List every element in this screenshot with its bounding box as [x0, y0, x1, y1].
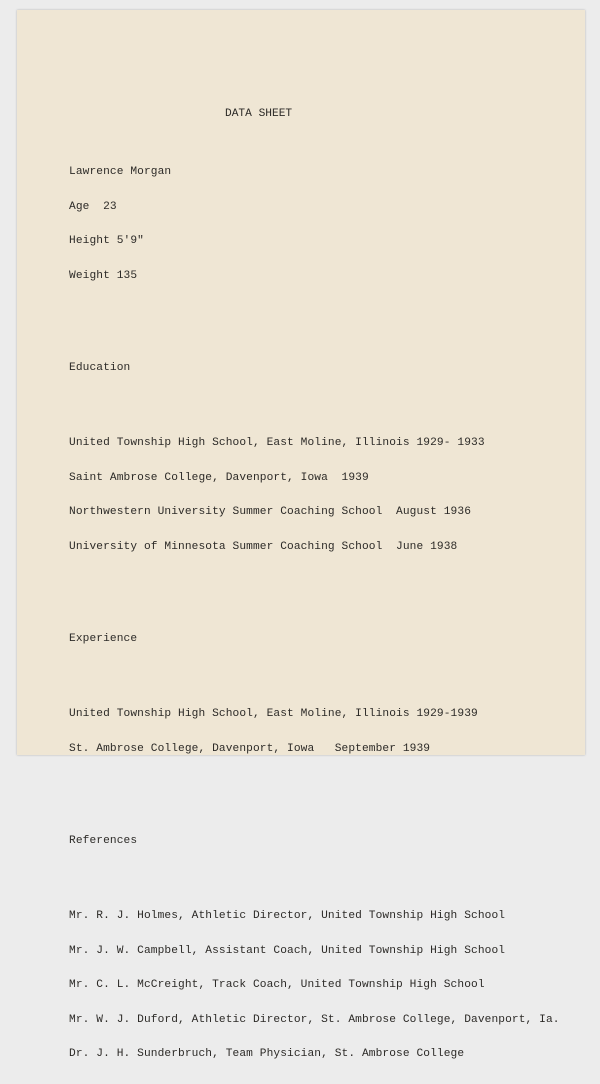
- experience-item: St. Ambrose College, Davenport, Iowa September 1939: [69, 742, 431, 755]
- experience-heading: Experience: [69, 632, 138, 645]
- reference-item: Mr. C. L. McCreight, Track Coach, United Township High School: [69, 979, 485, 991]
- age-line: Age 23: [69, 200, 117, 213]
- spacer: [69, 588, 560, 611]
- document-body: [69, 144, 560, 1084]
- education-item: United Township High School, East Moline, Illinois 1929- 1933: [69, 437, 485, 449]
- spacer: [69, 317, 560, 340]
- spacer: [69, 668, 560, 686]
- education-item: Saint Ambrose College, Davenport, Iowa 1939: [69, 471, 369, 484]
- education-item: Northwestern University Summer Coaching School August 1936: [69, 506, 472, 518]
- paper-sheet: [17, 10, 585, 1060]
- references-heading: References: [69, 834, 138, 847]
- page-title: DATA SHEET: [225, 108, 293, 120]
- reference-item: Mr. J. W. Campbell, Assistant Coach, United Township High School: [69, 944, 506, 957]
- name-line: Lawrence Morgan: [69, 166, 172, 178]
- reference-item: Dr. J. H. Sunderbruch, Team Physician, St. Ambrose College: [69, 1048, 465, 1060]
- experience-item: United Township High School, East Moline, Illinois 1929-1939: [69, 708, 478, 720]
- education-item: University of Minnesota Summer Coaching School June 1938: [69, 540, 458, 553]
- spacer: [69, 870, 560, 888]
- reference-item: Mr. R. J. Holmes, Athletic Director, United Township High School: [69, 910, 506, 922]
- spacer: [69, 790, 560, 813]
- height-line: Height 5'9": [69, 235, 144, 247]
- weight-line: Weight 135: [69, 269, 138, 282]
- education-heading: Education: [69, 361, 131, 374]
- reference-item: Mr. W. J. Duford, Athletic Director, St. Ambrose College, Davenport, Ia.: [69, 1013, 560, 1026]
- spacer: [69, 397, 560, 415]
